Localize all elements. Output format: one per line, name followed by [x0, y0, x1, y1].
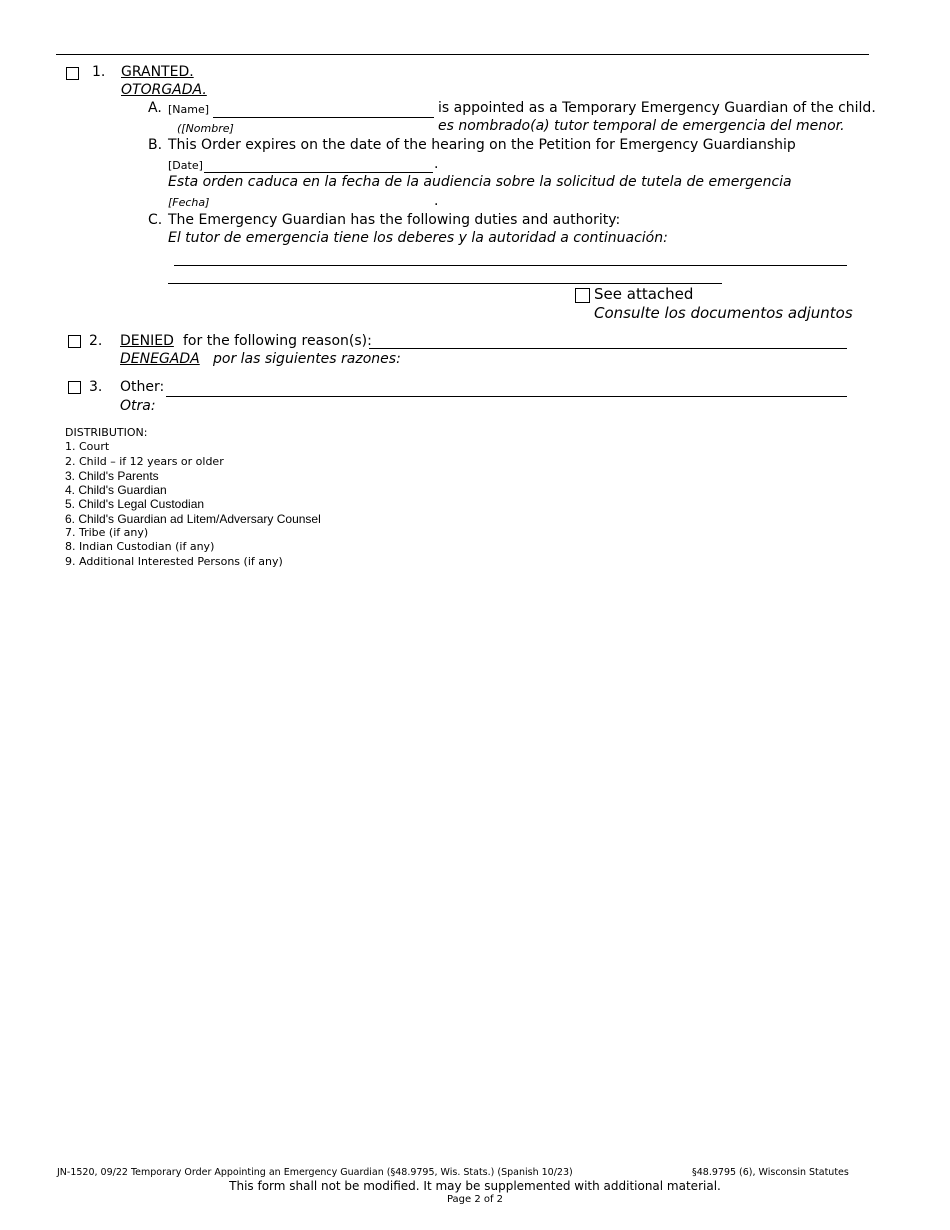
name-label-es: ([Nombre] [177, 122, 234, 135]
distribution-block [65, 426, 321, 569]
denied-text-es: por las siguientes razones: [213, 351, 401, 367]
distribution-item: 8. Indian Custodian (if any) [65, 540, 215, 554]
item1a-text: is appointed as a Temporary Emergency Guardian of the child. [438, 100, 876, 116]
denied-checkbox[interactable] [68, 335, 81, 348]
distribution-item: 9. Additional Interested Persons (if any) [65, 554, 283, 568]
distribution-item: 5. Child's Legal Custodian [65, 497, 205, 512]
footer-form-id: JN-1520, 09/22 Temporary Order Appointing an Emergency Guardian (§48.9795, Wis. Stats.) (Spanish 10/23) [57, 1167, 573, 1178]
see-attached-label: See attached [594, 285, 694, 303]
item1c-text: The Emergency Guardian has the following duties and authority: [168, 212, 621, 228]
top-rule [56, 54, 869, 55]
footer-statute: §48.9795 (6), Wisconsin Statutes [692, 1167, 849, 1178]
see-attached-label-es: Consulte los documentos adjuntos [594, 304, 853, 322]
guardian-name-field[interactable] [213, 117, 434, 118]
denied-text: for the following reason(s): [183, 333, 372, 349]
footer-page-number: Page 2 of 2 [446, 1194, 504, 1205]
denied-title: DENIED [120, 333, 174, 349]
granted-title: GRANTED. [121, 64, 194, 80]
date-label-es: [Fecha] [168, 196, 210, 209]
item1-number: 1. [92, 64, 106, 80]
date-period: . [434, 156, 439, 172]
item3-number: 3. [89, 379, 103, 395]
denied-title-es: DENEGADA [120, 351, 200, 367]
distribution-item: 2. Child – if 12 years or older [65, 454, 224, 468]
date-period-es: . [434, 193, 439, 209]
other-title: Other: [120, 379, 165, 395]
item1b-text: This Order expires on the date of the hearing on the Petition for Emergency Guardianship [168, 137, 796, 153]
denied-reason-field[interactable] [369, 348, 847, 349]
item1b-letter: B. [148, 137, 163, 153]
distribution-item: 3. Child's Parents [65, 468, 159, 483]
item1a-letter: A. [148, 100, 162, 116]
expiry-date-field[interactable] [204, 172, 433, 173]
item1c-text-es: El tutor de emergencia tiene los deberes y la autoridad a continuación: [168, 230, 668, 246]
footer-notice: This form shall not be modified. It may be supplemented with additional material. [229, 1179, 721, 1193]
item2-number: 2. [89, 333, 103, 349]
item1c-letter: C. [148, 212, 163, 228]
distribution-item: 1. Court [65, 440, 110, 454]
duties-field-line-2[interactable] [168, 283, 722, 284]
see-attached-checkbox[interactable] [575, 288, 590, 303]
item1a-text-es: es nombrado(a) tutor temporal de emergencia del menor. [438, 118, 845, 134]
other-field[interactable] [166, 396, 847, 397]
distribution-item: 4. Child's Guardian [65, 483, 167, 498]
distribution-item: 6. Child's Guardian ad Litem/Adversary Counsel [65, 511, 321, 526]
item1b-text-es: Esta orden caduca en la fecha de la audiencia sobre la solicitud de tutela de emergencia [168, 174, 792, 190]
name-label: [Name] [168, 103, 210, 116]
date-label: [Date] [168, 159, 203, 172]
granted-title-es: OTORGADA. [121, 82, 207, 98]
other-checkbox[interactable] [68, 381, 81, 394]
granted-checkbox[interactable] [66, 67, 79, 80]
distribution-heading: DISTRIBUTION: [65, 426, 148, 439]
duties-field-line-1[interactable] [174, 265, 847, 266]
distribution-item: 7. Tribe (if any) [65, 526, 149, 540]
other-title-es: Otra: [120, 398, 156, 414]
